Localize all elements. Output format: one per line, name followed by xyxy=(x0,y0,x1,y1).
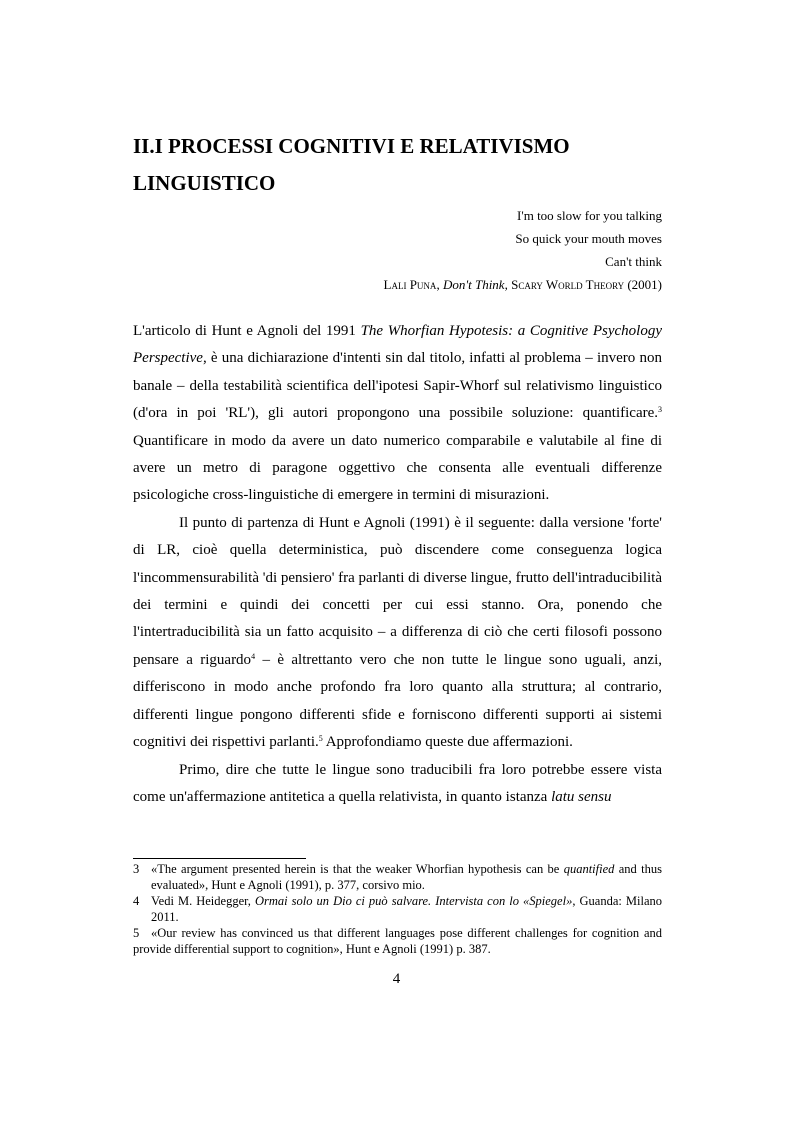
paragraph-text: Quantificare in modo da avere un dato numerico comparabile e valutabile al fine di avere un metro di paragone oggettivo che consenta alle eventuali differenze psicologiche cross-linguistiche di emergere in termini di misurazioni. xyxy=(133,432,662,504)
epigraph-line: I'm too slow for you talking xyxy=(517,208,662,223)
footnote-text: «Our review has convinced us that different languages pose different challenges for cognition and provide differential support to cognition», Hunt e Agnoli (1991) p. 387. xyxy=(133,926,662,956)
footnotes xyxy=(133,861,662,957)
heading-line-2: LINGUISTICO xyxy=(133,171,276,195)
paragraph-text: Primo, dire che tutte le lingue sono traducibili fra loro potrebbe essere vista come un'affermazione antitetica a quella relativista, in quanto istanza xyxy=(133,761,662,805)
epigraph-citation: Lali Puna, Don't Think, Scary World Theory (2001) xyxy=(383,277,662,292)
latin-phrase: latu sensu xyxy=(551,788,612,805)
epigraph-line: Can't think xyxy=(605,254,662,269)
footnote-italic: Ormai solo un Dio ci può salvare. Intervista con lo «Spiegel» xyxy=(254,894,573,908)
footnote-number: 5 xyxy=(133,926,140,940)
epigraph-line: So quick your mouth moves xyxy=(515,231,662,246)
paragraph-1 xyxy=(133,318,662,510)
footnote-ref[interactable]: 5 xyxy=(318,734,323,744)
heading-line-1: II.I PROCESSI COGNITIVI E RELATIVISMO xyxy=(133,134,570,158)
paragraph-text: Approfondiamo queste due affermazioni. xyxy=(322,734,573,751)
epigraph-album: Scary World Theory xyxy=(511,277,625,292)
epigraph-artist: Lali Puna xyxy=(383,277,437,292)
footnote-number: 4 xyxy=(133,894,140,908)
footnote-text: , Guanda: Milano 2011. xyxy=(151,894,662,924)
epigraph-year: (2001) xyxy=(627,277,662,292)
paragraph-text: Il punto di partenza di Hunt e Agnoli (1991) è il seguente: dalla versione 'forte' di LR, cioè quella deterministica, può discendere come conseguenza logica l'incommensurabilità 'di pensiero' fra parlanti di diverse lingue, frutto dell'intraducibilità dei termini e quindi dei concetti per cui essi stanno. Ora, ponendo che l'intertraducibilità sia un fatto acquisito – a differenza di ciò che certi filosofi possono pensare a riguardo xyxy=(133,514,662,668)
paragraph-text: – è altrettanto vero che non tutte le lingue sono uguali, anzi, differiscono in modo anche profondo fra loro quanto alla struttura; al contrario, differenti lingue pongono differenti sfide e forniscono differenti supporti ai sistemi cognitivi dei rispettivi parlanti. xyxy=(133,651,662,751)
paragraph-text: L'articolo di Hunt e Agnoli del 1991 xyxy=(133,323,361,339)
footnote-4 xyxy=(133,893,662,925)
footnote-text: Vedi M. Heidegger, xyxy=(151,894,255,908)
footnote-5 xyxy=(133,925,662,957)
epigraph xyxy=(300,204,662,296)
footnote-text: and thus evaluated», Hunt e Agnoli (1991), p. 377, corsivo mio. xyxy=(151,862,662,892)
page-number: 4 xyxy=(392,971,401,987)
epigraph-song: Don't Think, xyxy=(442,277,508,292)
footnote-ref[interactable]: 4 xyxy=(251,651,256,661)
body-text xyxy=(133,318,662,811)
footnote-separator xyxy=(133,858,306,859)
chapter-heading xyxy=(133,128,673,202)
paragraph-2 xyxy=(133,510,662,757)
footnote-number: 3 xyxy=(133,862,140,876)
footnote-text: «The argument presented herein is that the weaker Whorfian hypothesis can be xyxy=(151,862,564,876)
footnote-3 xyxy=(133,861,662,893)
paragraph-text: , è una dichiarazione d'intenti sin dal titolo, infatti al problema – invero non banale – della testabilità scientifica dell'ipotesi Sapir-Whorf sul relativismo linguistico (d'ora in poi 'RL'), gli autori propongono una possibile soluzione: quantificare. xyxy=(133,350,662,422)
footnote-ref[interactable]: 3 xyxy=(658,405,662,415)
cited-title: The Whorfian Hypotesis: a Cognitive Psychology Perspective xyxy=(133,323,662,367)
footnote-italic: quantified xyxy=(563,862,615,876)
paragraph-3 xyxy=(133,757,662,812)
